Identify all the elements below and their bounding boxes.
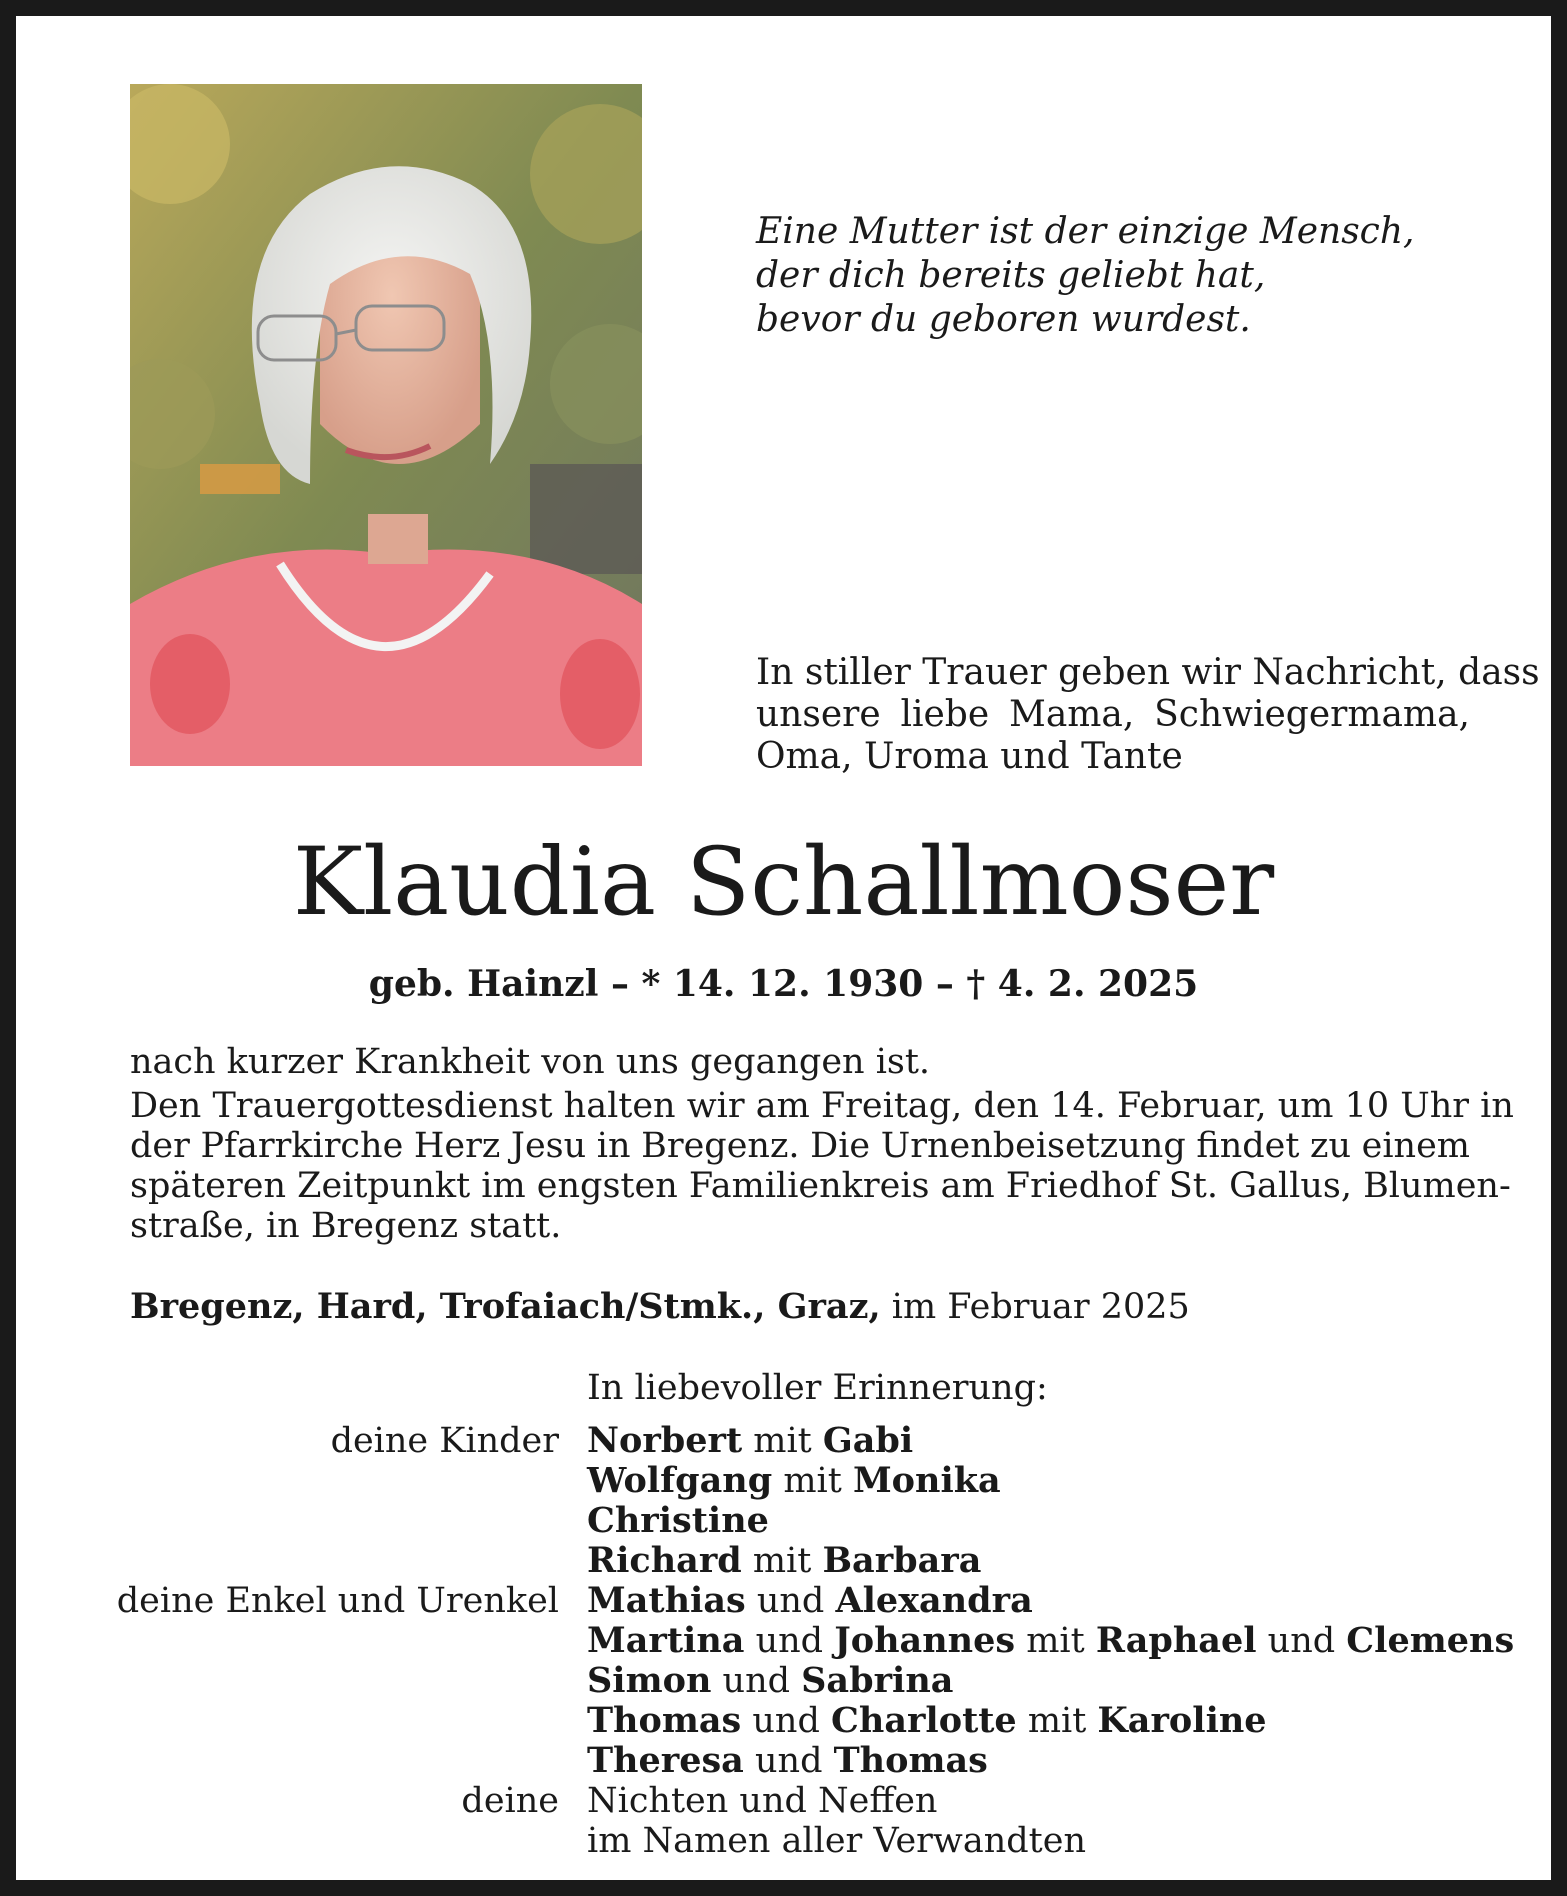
person-name: Simon (587, 1660, 712, 1701)
connector: und (711, 1661, 802, 1701)
person-name: Raphael (1095, 1620, 1257, 1661)
body-word: zu (1310, 1126, 1352, 1166)
person-name: Martina (587, 1620, 745, 1661)
others-entry: Nichten und Neffen (587, 1781, 938, 1821)
intro-line-justified (756, 694, 1470, 736)
person-name: Thomas (587, 1700, 742, 1741)
children-label: deine Kinder (330, 1421, 559, 1461)
body-word: Herz (413, 1126, 501, 1166)
person-name: Sabrina (801, 1660, 954, 1701)
others-entry: im Namen aller Verwandten (587, 1821, 1086, 1861)
connector: mit (1016, 1701, 1098, 1741)
person-name: Karoline (1097, 1700, 1267, 1741)
quote-line: bevor du geboren wurdest. (756, 299, 1251, 340)
person-name: Thomas (833, 1740, 988, 1781)
connector: mit (772, 1461, 853, 1501)
intro-line: In stiller Trauer geben wir Nachricht, dass (756, 652, 1540, 693)
connector: mit (741, 1541, 823, 1581)
place-and-date (130, 1286, 1190, 1328)
others-label: deine (461, 1781, 559, 1821)
body-word: findet (1196, 1126, 1300, 1166)
body-word: Die (810, 1126, 871, 1166)
person-name: Johannes (834, 1620, 1016, 1661)
grandchildren-list (587, 1581, 1514, 1781)
body-word: Urnenbeisetzung (880, 1126, 1186, 1166)
places: Bregenz, Hard, Trofaiach/Stmk., Graz, (130, 1286, 881, 1327)
portrait-photo (130, 84, 642, 766)
deceased-name: Klaudia Schallmoser (292, 828, 1275, 937)
connector: mit (1015, 1621, 1096, 1661)
child-entry (587, 1421, 1001, 1461)
life-dates: geb. Hainzl – * 14. 12. 1930 – † 4. 2. 2025 (368, 963, 1199, 1005)
quote-line: der dich bereits geliebt hat, (756, 255, 1266, 296)
body-line: späteren Zeitpunkt im engsten Familienkreis am Friedhof St. Gallus, Blumen- (130, 1166, 1511, 1206)
connector: und (743, 1741, 834, 1781)
memorial-quote (756, 210, 1415, 342)
person-name: Charlotte (831, 1700, 1017, 1741)
body-word: der (130, 1126, 190, 1166)
intro-word: Schwiegermama, (1154, 694, 1470, 735)
grandchild-entry (587, 1621, 1514, 1661)
person-name: Wolfgang (587, 1460, 773, 1501)
person-name: Barbara (822, 1540, 982, 1581)
connector: und (741, 1701, 832, 1741)
body-line: straße, in Bregenz statt. (130, 1206, 562, 1246)
person-name: Clemens (1346, 1620, 1515, 1661)
portrait-image (130, 84, 642, 766)
grandchild-entry (587, 1741, 1514, 1781)
person-name: Mathias (587, 1580, 746, 1621)
intro-line: Oma, Uroma und Tante (756, 736, 1183, 777)
grandchildren-label: deine Enkel und Urenkel (116, 1581, 559, 1621)
child-entry (587, 1461, 1001, 1501)
person-name: Alexandra (835, 1580, 1033, 1621)
body-word: Bregenz. (641, 1126, 800, 1166)
quote-line: Eine Mutter ist der einzige Mensch, (756, 211, 1415, 252)
person-name: Richard (587, 1540, 742, 1581)
person-name: Monika (852, 1460, 1001, 1501)
person-name: Norbert (587, 1420, 743, 1461)
body-word: einem (1361, 1126, 1470, 1166)
body-word: Jesu (510, 1126, 587, 1166)
body-line: nach kurzer Krankheit von uns gegangen ist. (130, 1042, 931, 1082)
grandchild-entry (587, 1661, 1514, 1701)
grandchild-entry (587, 1701, 1514, 1741)
remembrance-heading: In liebevoller Erinnerung: (587, 1368, 1048, 1408)
body-word: Pfarrkirche (200, 1126, 404, 1166)
date: im Februar 2025 (880, 1287, 1190, 1327)
body-word: in (596, 1126, 631, 1166)
body-line-justified (130, 1126, 1470, 1166)
intro-word: unsere (756, 694, 881, 735)
connector: und (1256, 1621, 1347, 1661)
person-name: Theresa (587, 1740, 744, 1781)
person-name: Gabi (822, 1420, 914, 1461)
child-entry (587, 1541, 1001, 1581)
body-line: Den Trauergottesdienst halten wir am Freitag, den 14. Februar, um 10 Uhr in (130, 1086, 1514, 1126)
connector: und (745, 1581, 836, 1621)
others-list (587, 1781, 1086, 1861)
connector: mit (742, 1421, 823, 1461)
person-name: Christine (587, 1500, 769, 1541)
intro-word: liebe (900, 694, 990, 735)
grandchild-entry (587, 1581, 1514, 1621)
child-entry (587, 1501, 1001, 1541)
intro-word: Mama, (1008, 694, 1135, 735)
children-list (587, 1421, 1001, 1581)
service-details (130, 1042, 1514, 1246)
connector: und (744, 1621, 835, 1661)
announcement-intro (756, 652, 1540, 778)
